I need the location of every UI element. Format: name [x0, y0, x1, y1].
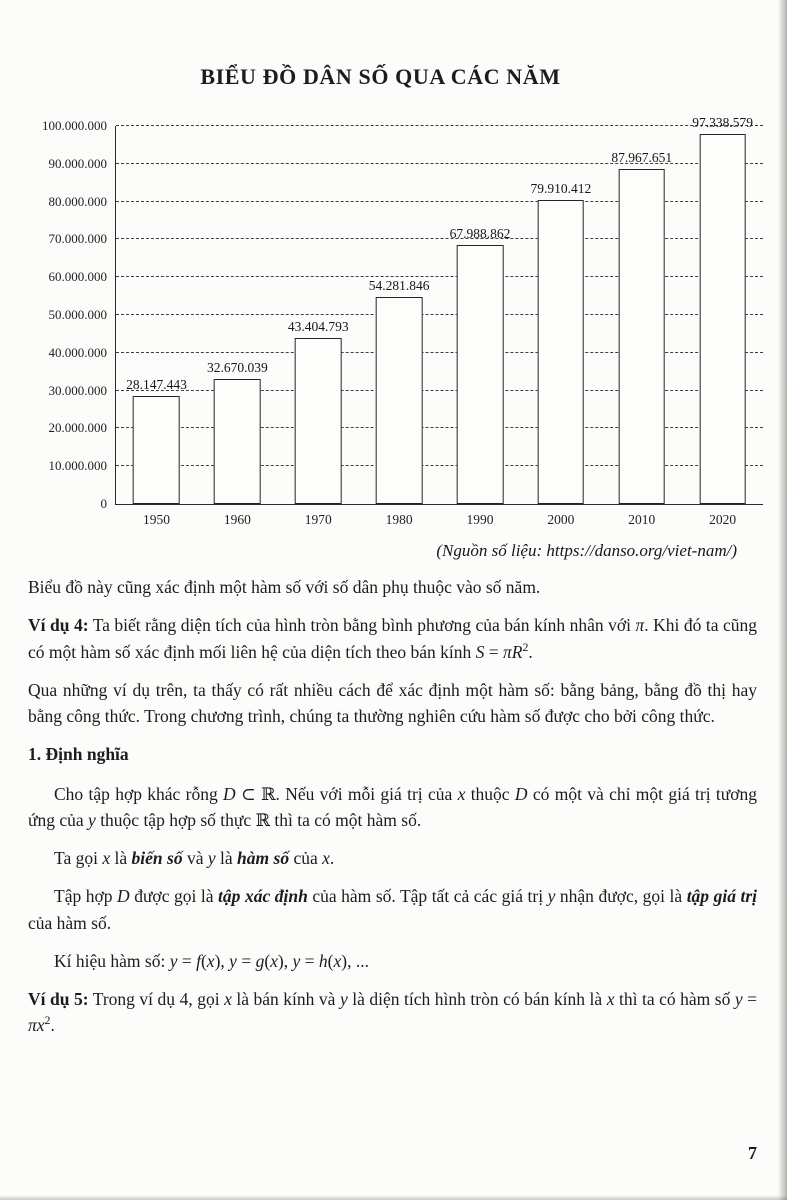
text-segment: là [215, 848, 238, 868]
text-segment: D [514, 783, 528, 804]
bar-2010 [618, 169, 665, 504]
text-segment: . [329, 848, 335, 868]
text-segment: y [734, 989, 743, 1009]
x-tick-label: 1960 [223, 512, 251, 527]
variable-function-paragraph [28, 845, 757, 871]
definition-paragraph [28, 781, 757, 834]
data-source-note: (Nguồn số liệu: https://danso.org/viet-nam/) [436, 541, 737, 560]
text-segment: = [742, 989, 758, 1009]
text-segment: là [110, 848, 132, 868]
text-segment: là bán kính và [231, 989, 340, 1009]
page-number: 7 [748, 1143, 757, 1163]
bar-1980 [376, 297, 423, 504]
text-segment: πR [502, 641, 523, 662]
intro-paragraph [28, 574, 757, 600]
text-segment: Ví dụ 5: [28, 989, 89, 1009]
notation-paragraph [28, 948, 757, 974]
bar-1990 [457, 245, 504, 504]
bar-value-label: 54.281.846 [368, 277, 430, 293]
text-segment: . [50, 1015, 55, 1036]
text-segment: x [606, 989, 615, 1009]
text-segment: y [88, 809, 96, 830]
y-tick-label: 10.000.000 [48, 458, 107, 474]
text-segment: và [182, 848, 208, 868]
text-segment: = [177, 950, 197, 971]
text-segment: Tập hợp [54, 886, 118, 907]
body-text [28, 574, 757, 1051]
definition-heading [28, 741, 757, 767]
text-segment: x [224, 989, 232, 1009]
population-bar-chart [0, 112, 787, 537]
text-segment: y [169, 950, 178, 971]
text-segment: D [223, 783, 236, 804]
y-tick-label: 60.000.000 [48, 269, 107, 285]
text-segment: hàm số [237, 848, 290, 868]
text-segment: y [229, 950, 237, 971]
domain-range-paragraph [28, 883, 757, 936]
bar-1950 [133, 396, 180, 504]
gridline [116, 314, 763, 315]
text-segment: ), ... [341, 950, 369, 971]
text-segment: 2 [522, 639, 529, 654]
text-segment: . Khi đó ta cũng có một hàm số xác định mối liên hệ của diện tích theo bán kính [28, 615, 757, 662]
text-segment: được gọi là [129, 886, 219, 907]
bar-value-label: 97.338.579 [692, 115, 753, 131]
text-segment: Ta biết rằng diện tích của hình tròn bằng bình phương của bán kính nhân với [88, 615, 636, 636]
example-5-paragraph [28, 986, 757, 1039]
text-segment: = [484, 641, 503, 662]
text-segment: x [333, 950, 342, 971]
bar-value-label: 67.988.862 [449, 226, 511, 242]
text-segment: f [196, 950, 201, 971]
text-segment: là diện tích hình tròn có bán kính là [347, 989, 607, 1009]
bar-1970 [295, 338, 342, 504]
bar-value-label: 28.147.443 [126, 376, 187, 392]
text-segment: Ta gọi [54, 848, 103, 868]
text-segment: π [635, 615, 645, 636]
text-segment: ( [327, 950, 334, 971]
text-segment: Biểu đồ này cũng xác định một hàm số với số dân phụ thuộc vào số năm. [28, 577, 541, 597]
x-tick-label: 1970 [304, 512, 332, 527]
text-segment: Cho tập hợp khác rỗng [54, 783, 224, 804]
chart-plot-area [42, 115, 763, 527]
text-segment: . [528, 641, 533, 662]
text-segment: thì ta có hàm số [614, 989, 735, 1009]
gridline [116, 238, 763, 239]
chart-title: BIỂU ĐỒ DÂN SỐ QUA CÁC NĂM [200, 64, 561, 89]
text-segment: 2 [44, 1013, 51, 1028]
text-segment: tập giá trị [686, 886, 758, 907]
text-segment: Trong ví dụ 4, gọi [88, 989, 225, 1009]
gridline [116, 201, 763, 202]
y-tick-label: 70.000.000 [48, 231, 107, 247]
y-tick-label: 0 [100, 496, 107, 511]
gridline [116, 352, 763, 353]
x-tick-label: 2010 [628, 512, 656, 527]
text-segment: = [236, 950, 256, 971]
text-segment: ( [264, 950, 271, 971]
gridline [116, 125, 763, 126]
x-tick-label: 2020 [709, 512, 737, 527]
y-tick-label: 80.000.000 [48, 193, 107, 209]
methods-paragraph [28, 677, 757, 730]
y-tick-label: 100.000.000 [42, 118, 107, 133]
text-segment: Qua những ví dụ trên, ta thấy có rất nhiều cách để xác định một hàm số: bằng bảng, bằng đồ thị hay bằng công thức. Trong chương trình, chúng ta thường nghiên cứu hàm số được cho bởi công thức. [28, 679, 757, 726]
y-tick-label: 50.000.000 [48, 307, 107, 322]
text-segment: Kí hiệu hàm số: [54, 950, 170, 971]
text-segment: của hàm số. [28, 912, 112, 933]
text-segment: πx [28, 1015, 45, 1036]
x-tick-label: 1980 [385, 512, 413, 527]
bar-1960 [214, 379, 261, 504]
text-segment: tập xác định [218, 886, 308, 907]
text-segment: g [255, 950, 265, 971]
bar-2020 [699, 134, 746, 504]
bar-value-label: 87.967.651 [611, 150, 673, 166]
scan-edge-shadow [778, 0, 787, 1200]
text-segment: D [117, 886, 130, 907]
bar-value-label: 79.910.412 [530, 180, 592, 196]
text-segment: biến số [131, 848, 183, 868]
bar-value-label: 43.404.793 [287, 318, 349, 334]
text-segment: y [292, 950, 301, 971]
example-4-paragraph [28, 612, 757, 665]
scan-edge-bottom-shadow [0, 1195, 787, 1200]
text-segment: x [322, 848, 330, 868]
text-segment: x [270, 950, 278, 971]
text-segment: ), [214, 950, 230, 971]
text-segment: h [318, 950, 328, 971]
y-tick-label: 90.000.000 [48, 155, 107, 171]
text-segment: ( [200, 950, 207, 971]
text-segment: của [289, 848, 323, 868]
text-segment: x [206, 950, 215, 971]
text-segment: = [300, 950, 319, 971]
text-segment: Ví dụ 4: [28, 615, 89, 636]
text-segment: ), [277, 950, 293, 971]
text-segment: ⊂ ℝ. Nếu với mỗi giá trị của [235, 783, 458, 804]
y-tick-label: 20.000.000 [48, 420, 107, 436]
text-segment: thuộc [465, 783, 515, 804]
text-segment: y [547, 886, 556, 907]
text-segment: x [102, 848, 111, 868]
x-tick-label: 2000 [547, 512, 575, 527]
x-tick-label: 1990 [466, 512, 494, 527]
text-segment: của hàm số. Tập tất cả các giá trị [307, 886, 548, 907]
bar-2000 [537, 200, 584, 504]
text-segment: 1. Định nghĩa [28, 744, 129, 765]
text-segment: y [207, 848, 216, 868]
gridline [116, 276, 763, 277]
text-segment: nhận được, gọi là [555, 886, 687, 907]
text-segment: x [457, 783, 466, 804]
text-segment: S [475, 641, 485, 662]
text-segment: có một và chỉ một giá trị tương ứng của [28, 783, 757, 830]
x-tick-label: 1950 [142, 512, 170, 527]
text-segment: y [339, 989, 348, 1009]
y-tick-label: 30.000.000 [48, 382, 107, 398]
bar-value-label: 32.670.039 [206, 359, 268, 375]
text-segment: thuộc tập hợp số thực ℝ thì ta có một hàm số. [95, 809, 422, 830]
y-tick-label: 40.000.000 [48, 344, 107, 360]
